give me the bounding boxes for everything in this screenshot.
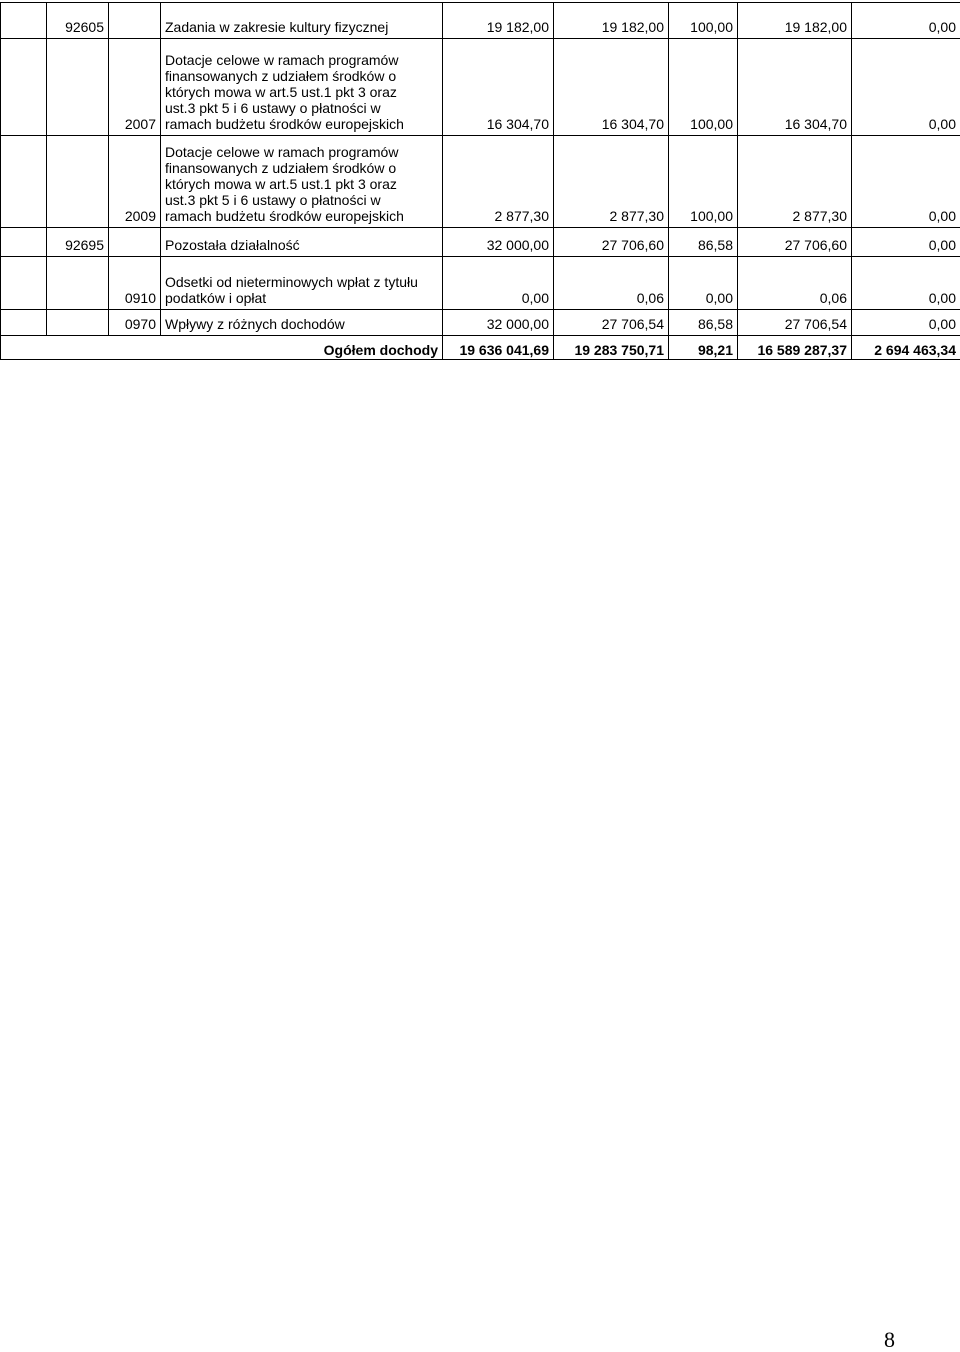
- table-row: [1, 39, 960, 136]
- value-cell: 32 000,00: [443, 310, 554, 336]
- paragraf-cell: 0910: [109, 257, 161, 310]
- percent-cell: 100,00: [669, 3, 738, 39]
- value-cell: 19 182,00: [554, 3, 669, 39]
- total-row: [1, 336, 960, 360]
- description-line: ust.3 pkt 5 i 6 ustawy o płatności w: [165, 100, 381, 116]
- rozdzial-cell: 92605: [47, 3, 109, 39]
- total-value-cell: 16 589 287,37: [738, 336, 852, 360]
- description-line: finansowanych z udziałem środków o: [165, 68, 397, 84]
- description-line: Pozostała działalność: [165, 237, 300, 253]
- rozdzial-cell: [47, 310, 109, 336]
- total-value-cell: 19 283 750,71: [554, 336, 669, 360]
- value-cell: 19 182,00: [443, 3, 554, 39]
- total-value-cell: 19 636 041,69: [443, 336, 554, 360]
- value-cell: 19 182,00: [738, 3, 852, 39]
- total-label: Ogółem dochody: [1, 336, 443, 360]
- value-cell: 0,06: [738, 257, 852, 310]
- description-line: podatków i opłat: [165, 290, 267, 306]
- dzial-cell: [1, 39, 47, 136]
- percent-cell: 86,58: [669, 310, 738, 336]
- value-cell: 0,00: [852, 257, 960, 310]
- paragraf-cell: 2009: [109, 136, 161, 228]
- value-cell: 16 304,70: [443, 39, 554, 136]
- dzial-cell: [1, 228, 47, 257]
- description-line: Dotacje celowe w ramach programów: [165, 144, 399, 160]
- rozdzial-cell: [47, 136, 109, 228]
- description-line: ramach budżetu środków europejskich: [165, 116, 404, 132]
- value-cell: 27 706,60: [554, 228, 669, 257]
- description-line: których mowa w art.5 ust.1 pkt 3 oraz: [165, 84, 397, 100]
- value-cell: 0,00: [852, 3, 960, 39]
- description-line: Wpływy z różnych dochodów: [165, 316, 345, 332]
- value-cell: 27 706,54: [554, 310, 669, 336]
- dzial-cell: [1, 257, 47, 310]
- table-row: [1, 3, 960, 39]
- description-cell: [161, 136, 443, 228]
- rozdzial-cell: [47, 257, 109, 310]
- description-cell: [161, 257, 443, 310]
- table-row: [1, 310, 960, 336]
- table-row: [1, 136, 960, 228]
- description-cell: [161, 228, 443, 257]
- table-row: [1, 228, 960, 257]
- rozdzial-cell: 92695: [47, 228, 109, 257]
- paragraf-cell: 2007: [109, 39, 161, 136]
- paragraf-cell: [109, 228, 161, 257]
- value-cell: 16 304,70: [738, 39, 852, 136]
- table-row: [1, 257, 960, 310]
- description-cell: [161, 3, 443, 39]
- value-cell: 0,00: [852, 136, 960, 228]
- value-cell: 0,00: [852, 310, 960, 336]
- description-line: finansowanych z udziałem środków o: [165, 160, 397, 176]
- value-cell: 16 304,70: [554, 39, 669, 136]
- total-value-cell: 2 694 463,34: [852, 336, 960, 360]
- dzial-cell: [1, 310, 47, 336]
- total-percent-cell: 98,21: [669, 336, 738, 360]
- budget-income-table: [0, 2, 960, 360]
- paragraf-cell: [109, 3, 161, 39]
- value-cell: 0,00: [852, 228, 960, 257]
- percent-cell: 86,58: [669, 228, 738, 257]
- description-line: Dotacje celowe w ramach programów: [165, 52, 399, 68]
- value-cell: 32 000,00: [443, 228, 554, 257]
- rozdzial-cell: [47, 39, 109, 136]
- percent-cell: 0,00: [669, 257, 738, 310]
- description-line: ust.3 pkt 5 i 6 ustawy o płatności w: [165, 192, 381, 208]
- description-cell: [161, 310, 443, 336]
- value-cell: 2 877,30: [554, 136, 669, 228]
- description-line: Odsetki od nieterminowych wpłat z tytułu: [165, 274, 418, 290]
- value-cell: 0,00: [852, 39, 960, 136]
- value-cell: 0,06: [554, 257, 669, 310]
- value-cell: 2 877,30: [738, 136, 852, 228]
- value-cell: 27 706,60: [738, 228, 852, 257]
- page-number: 8: [884, 1327, 895, 1352]
- dzial-cell: [1, 3, 47, 39]
- description-cell: [161, 39, 443, 136]
- value-cell: 27 706,54: [738, 310, 852, 336]
- description-line: których mowa w art.5 ust.1 pkt 3 oraz: [165, 176, 397, 192]
- dzial-cell: [1, 136, 47, 228]
- description-line: Zadania w zakresie kultury fizycznej: [165, 19, 389, 35]
- description-line: ramach budżetu środków europejskich: [165, 208, 404, 224]
- value-cell: 2 877,30: [443, 136, 554, 228]
- percent-cell: 100,00: [669, 136, 738, 228]
- value-cell: 0,00: [443, 257, 554, 310]
- paragraf-cell: 0970: [109, 310, 161, 336]
- percent-cell: 100,00: [669, 39, 738, 136]
